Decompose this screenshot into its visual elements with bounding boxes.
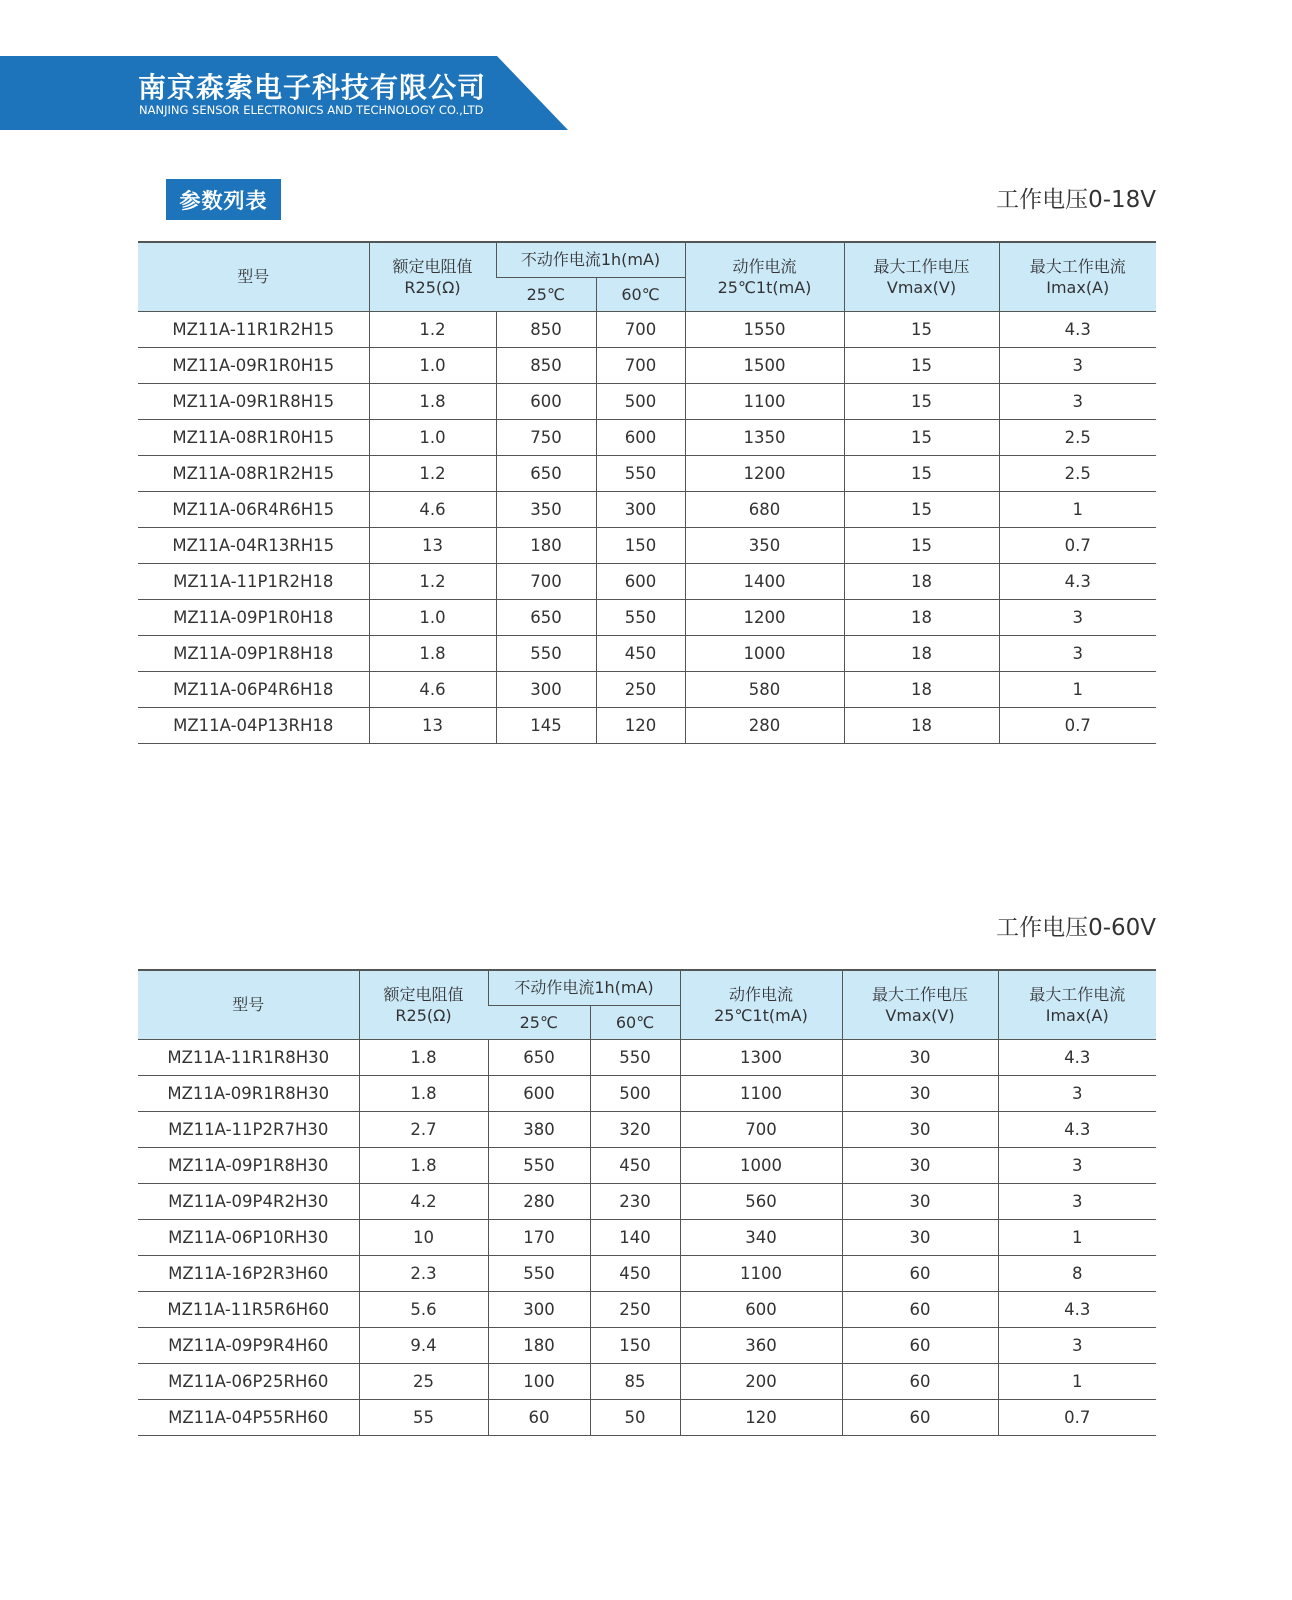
cell-non-trip-60: 250 <box>590 1291 680 1327</box>
cell-model: MZ11A-11P1R2H18 <box>138 563 369 599</box>
cell-non-trip-60: 250 <box>596 671 685 707</box>
cell-imax: 3 <box>999 347 1156 383</box>
table-row <box>138 1183 1156 1219</box>
header-temp-25: 25℃ <box>496 277 596 311</box>
cell-non-trip-25: 550 <box>488 1255 590 1291</box>
cell-trip-current: 560 <box>680 1183 842 1219</box>
cell-trip-current: 1100 <box>680 1075 842 1111</box>
cell-non-trip-25: 300 <box>488 1291 590 1327</box>
cell-trip-current: 1100 <box>680 1255 842 1291</box>
cell-trip-current: 1200 <box>685 599 844 635</box>
header-model: 型号 <box>138 970 359 1039</box>
cell-non-trip-60: 450 <box>596 635 685 671</box>
table-row <box>138 1399 1156 1435</box>
cell-trip-current: 1100 <box>685 383 844 419</box>
cell-non-trip-60: 150 <box>590 1327 680 1363</box>
cell-model: MZ11A-09R1R8H15 <box>138 383 369 419</box>
cell-vmax: 18 <box>844 599 999 635</box>
table-row <box>138 1363 1156 1399</box>
cell-resistance: 13 <box>369 707 496 743</box>
table-row <box>138 1039 1156 1075</box>
cell-non-trip-60: 85 <box>590 1363 680 1399</box>
cell-vmax: 60 <box>842 1399 998 1435</box>
cell-non-trip-60: 50 <box>590 1399 680 1435</box>
cell-non-trip-25: 600 <box>488 1075 590 1111</box>
table-row <box>138 1255 1156 1291</box>
table-row <box>138 1291 1156 1327</box>
cell-trip-current: 1550 <box>685 311 844 347</box>
cell-imax: 0.7 <box>998 1399 1156 1435</box>
cell-imax: 8 <box>998 1255 1156 1291</box>
cell-non-trip-25: 850 <box>496 347 596 383</box>
cell-trip-current: 1400 <box>685 563 844 599</box>
cell-non-trip-25: 650 <box>488 1039 590 1075</box>
cell-resistance: 1.8 <box>369 383 496 419</box>
cell-model: MZ11A-11R1R2H15 <box>138 311 369 347</box>
cell-model: MZ11A-06R4R6H15 <box>138 491 369 527</box>
cell-model: MZ11A-09R1R0H15 <box>138 347 369 383</box>
cell-non-trip-60: 450 <box>590 1147 680 1183</box>
cell-vmax: 18 <box>844 635 999 671</box>
cell-resistance: 4.2 <box>359 1183 488 1219</box>
cell-model: MZ11A-04P55RH60 <box>138 1399 359 1435</box>
table-row <box>138 599 1156 635</box>
cell-model: MZ11A-09P1R0H18 <box>138 599 369 635</box>
header-trip-current: 动作电流 25℃1t(mA) <box>680 970 842 1039</box>
cell-resistance: 1.0 <box>369 347 496 383</box>
cell-non-trip-25: 300 <box>496 671 596 707</box>
cell-model: MZ11A-09P4R2H30 <box>138 1183 359 1219</box>
cell-imax: 1 <box>999 671 1156 707</box>
header-non-trip-current: 不动作电流1h(mA) <box>488 970 680 1005</box>
cell-imax: 3 <box>998 1147 1156 1183</box>
cell-non-trip-25: 180 <box>496 527 596 563</box>
cell-resistance: 55 <box>359 1399 488 1435</box>
cell-non-trip-25: 600 <box>496 383 596 419</box>
cell-vmax: 30 <box>842 1219 998 1255</box>
cell-trip-current: 580 <box>685 671 844 707</box>
cell-non-trip-60: 700 <box>596 311 685 347</box>
cell-resistance: 2.3 <box>359 1255 488 1291</box>
cell-non-trip-25: 170 <box>488 1219 590 1255</box>
cell-resistance: 1.8 <box>359 1075 488 1111</box>
cell-imax: 4.3 <box>998 1111 1156 1147</box>
cell-non-trip-60: 300 <box>596 491 685 527</box>
cell-trip-current: 340 <box>680 1219 842 1255</box>
table-row <box>138 491 1156 527</box>
table-row <box>138 347 1156 383</box>
cell-imax: 3 <box>998 1327 1156 1363</box>
cell-vmax: 30 <box>842 1111 998 1147</box>
cell-non-trip-25: 550 <box>488 1147 590 1183</box>
cell-non-trip-60: 120 <box>596 707 685 743</box>
cell-trip-current: 1500 <box>685 347 844 383</box>
cell-vmax: 18 <box>844 671 999 707</box>
table-row <box>138 1219 1156 1255</box>
cell-model: MZ11A-11R1R8H30 <box>138 1039 359 1075</box>
cell-vmax: 30 <box>842 1075 998 1111</box>
voltage-label-60v: 工作电压0-60V <box>996 915 1156 941</box>
cell-resistance: 1.2 <box>369 311 496 347</box>
cell-imax: 4.3 <box>998 1039 1156 1075</box>
cell-vmax: 15 <box>844 419 999 455</box>
cell-non-trip-25: 550 <box>496 635 596 671</box>
section-title-badge: 参数列表 <box>166 179 281 220</box>
cell-trip-current: 280 <box>685 707 844 743</box>
header-model: 型号 <box>138 242 369 311</box>
cell-non-trip-60: 150 <box>596 527 685 563</box>
cell-resistance: 1.2 <box>369 563 496 599</box>
cell-trip-current: 600 <box>680 1291 842 1327</box>
table-row <box>138 1111 1156 1147</box>
cell-non-trip-25: 700 <box>496 563 596 599</box>
cell-trip-current: 120 <box>680 1399 842 1435</box>
table-row <box>138 383 1156 419</box>
cell-vmax: 30 <box>842 1039 998 1075</box>
cell-trip-current: 1000 <box>685 635 844 671</box>
cell-model: MZ11A-09P1R8H18 <box>138 635 369 671</box>
cell-trip-current: 1200 <box>685 455 844 491</box>
table-row <box>138 563 1156 599</box>
cell-resistance: 9.4 <box>359 1327 488 1363</box>
cell-vmax: 15 <box>844 383 999 419</box>
cell-resistance: 25 <box>359 1363 488 1399</box>
cell-imax: 0.7 <box>999 527 1156 563</box>
cell-non-trip-60: 450 <box>590 1255 680 1291</box>
header-temp-60: 60℃ <box>596 277 685 311</box>
cell-vmax: 15 <box>844 311 999 347</box>
cell-imax: 1 <box>999 491 1156 527</box>
cell-non-trip-25: 750 <box>496 419 596 455</box>
cell-model: MZ11A-09P1R8H30 <box>138 1147 359 1183</box>
cell-non-trip-25: 100 <box>488 1363 590 1399</box>
cell-vmax: 15 <box>844 455 999 491</box>
cell-resistance: 4.6 <box>369 671 496 707</box>
cell-trip-current: 1350 <box>685 419 844 455</box>
table-row <box>138 635 1156 671</box>
cell-model: MZ11A-09R1R8H30 <box>138 1075 359 1111</box>
cell-vmax: 60 <box>842 1255 998 1291</box>
cell-trip-current: 350 <box>685 527 844 563</box>
cell-non-trip-60: 550 <box>596 455 685 491</box>
header-resistance: 额定电阻值 R25(Ω) <box>369 242 496 311</box>
header-temp-25: 25℃ <box>488 1005 590 1039</box>
cell-vmax: 60 <box>842 1291 998 1327</box>
cell-model: MZ11A-09P9R4H60 <box>138 1327 359 1363</box>
cell-imax: 3 <box>999 383 1156 419</box>
cell-resistance: 1.8 <box>369 635 496 671</box>
cell-imax: 4.3 <box>999 311 1156 347</box>
cell-non-trip-25: 850 <box>496 311 596 347</box>
cell-non-trip-60: 230 <box>590 1183 680 1219</box>
cell-trip-current: 1300 <box>680 1039 842 1075</box>
cell-resistance: 13 <box>369 527 496 563</box>
cell-imax: 4.3 <box>999 563 1156 599</box>
cell-vmax: 60 <box>842 1327 998 1363</box>
cell-vmax: 60 <box>842 1363 998 1399</box>
cell-non-trip-60: 700 <box>596 347 685 383</box>
cell-model: MZ11A-04P13RH18 <box>138 707 369 743</box>
cell-resistance: 1.8 <box>359 1147 488 1183</box>
cell-resistance: 1.8 <box>359 1039 488 1075</box>
cell-non-trip-25: 280 <box>488 1183 590 1219</box>
cell-model: MZ11A-06P4R6H18 <box>138 671 369 707</box>
cell-model: MZ11A-08R1R0H15 <box>138 419 369 455</box>
cell-non-trip-25: 350 <box>496 491 596 527</box>
cell-resistance: 5.6 <box>359 1291 488 1327</box>
cell-model: MZ11A-11P2R7H30 <box>138 1111 359 1147</box>
cell-imax: 3 <box>999 635 1156 671</box>
cell-imax: 3 <box>998 1075 1156 1111</box>
table-row <box>138 1327 1156 1363</box>
spec-table-60v <box>138 969 1156 1436</box>
company-name-en: NANJING SENSOR ELECTRONICS AND TECHNOLOGY CO.,LTD <box>139 103 484 117</box>
cell-trip-current: 360 <box>680 1327 842 1363</box>
header-vmax: 最大工作电压 Vmax(V) <box>842 970 998 1039</box>
cell-imax: 3 <box>998 1183 1156 1219</box>
cell-model: MZ11A-11R5R6H60 <box>138 1291 359 1327</box>
cell-imax: 2.5 <box>999 419 1156 455</box>
cell-vmax: 15 <box>844 491 999 527</box>
header-non-trip-current: 不动作电流1h(mA) <box>496 242 685 277</box>
table-row <box>138 1075 1156 1111</box>
table-row <box>138 527 1156 563</box>
cell-vmax: 18 <box>844 563 999 599</box>
table-row <box>138 419 1156 455</box>
cell-non-trip-25: 60 <box>488 1399 590 1435</box>
cell-model: MZ11A-06P25RH60 <box>138 1363 359 1399</box>
table-row <box>138 671 1156 707</box>
table-row <box>138 707 1156 743</box>
cell-resistance: 10 <box>359 1219 488 1255</box>
header-temp-60: 60℃ <box>590 1005 680 1039</box>
company-name-cn: 南京森索电子科技有限公司 <box>138 71 487 104</box>
cell-non-trip-25: 650 <box>496 455 596 491</box>
cell-imax: 2.5 <box>999 455 1156 491</box>
cell-model: MZ11A-16P2R3H60 <box>138 1255 359 1291</box>
table-row <box>138 455 1156 491</box>
voltage-label-18v: 工作电压0-18V <box>996 187 1156 213</box>
cell-trip-current: 700 <box>680 1111 842 1147</box>
cell-resistance: 1.0 <box>369 419 496 455</box>
cell-resistance: 1.0 <box>369 599 496 635</box>
cell-imax: 1 <box>998 1363 1156 1399</box>
cell-non-trip-60: 320 <box>590 1111 680 1147</box>
cell-trip-current: 200 <box>680 1363 842 1399</box>
cell-imax: 3 <box>999 599 1156 635</box>
cell-non-trip-25: 145 <box>496 707 596 743</box>
header-imax: 最大工作电流 Imax(A) <box>999 242 1156 311</box>
cell-vmax: 30 <box>842 1147 998 1183</box>
cell-non-trip-60: 600 <box>596 563 685 599</box>
cell-vmax: 15 <box>844 527 999 563</box>
cell-resistance: 2.7 <box>359 1111 488 1147</box>
header-trip-current: 动作电流 25℃1t(mA) <box>685 242 844 311</box>
header-vmax: 最大工作电压 Vmax(V) <box>844 242 999 311</box>
cell-resistance: 4.6 <box>369 491 496 527</box>
cell-non-trip-60: 500 <box>590 1075 680 1111</box>
cell-non-trip-60: 140 <box>590 1219 680 1255</box>
header-resistance: 额定电阻值 R25(Ω) <box>359 970 488 1039</box>
header-imax: 最大工作电流 Imax(A) <box>998 970 1156 1039</box>
cell-imax: 1 <box>998 1219 1156 1255</box>
cell-non-trip-60: 500 <box>596 383 685 419</box>
table-row <box>138 1147 1156 1183</box>
cell-non-trip-60: 550 <box>596 599 685 635</box>
cell-resistance: 1.2 <box>369 455 496 491</box>
cell-vmax: 30 <box>842 1183 998 1219</box>
cell-imax: 4.3 <box>998 1291 1156 1327</box>
cell-model: MZ11A-08R1R2H15 <box>138 455 369 491</box>
cell-non-trip-60: 550 <box>590 1039 680 1075</box>
cell-non-trip-25: 380 <box>488 1111 590 1147</box>
cell-model: MZ11A-06P10RH30 <box>138 1219 359 1255</box>
cell-non-trip-25: 180 <box>488 1327 590 1363</box>
cell-vmax: 15 <box>844 347 999 383</box>
cell-vmax: 18 <box>844 707 999 743</box>
cell-model: MZ11A-04R13RH15 <box>138 527 369 563</box>
spec-table-18v <box>138 241 1156 744</box>
cell-non-trip-60: 600 <box>596 419 685 455</box>
cell-non-trip-25: 650 <box>496 599 596 635</box>
cell-trip-current: 680 <box>685 491 844 527</box>
cell-trip-current: 1000 <box>680 1147 842 1183</box>
table-row <box>138 311 1156 347</box>
cell-imax: 0.7 <box>999 707 1156 743</box>
